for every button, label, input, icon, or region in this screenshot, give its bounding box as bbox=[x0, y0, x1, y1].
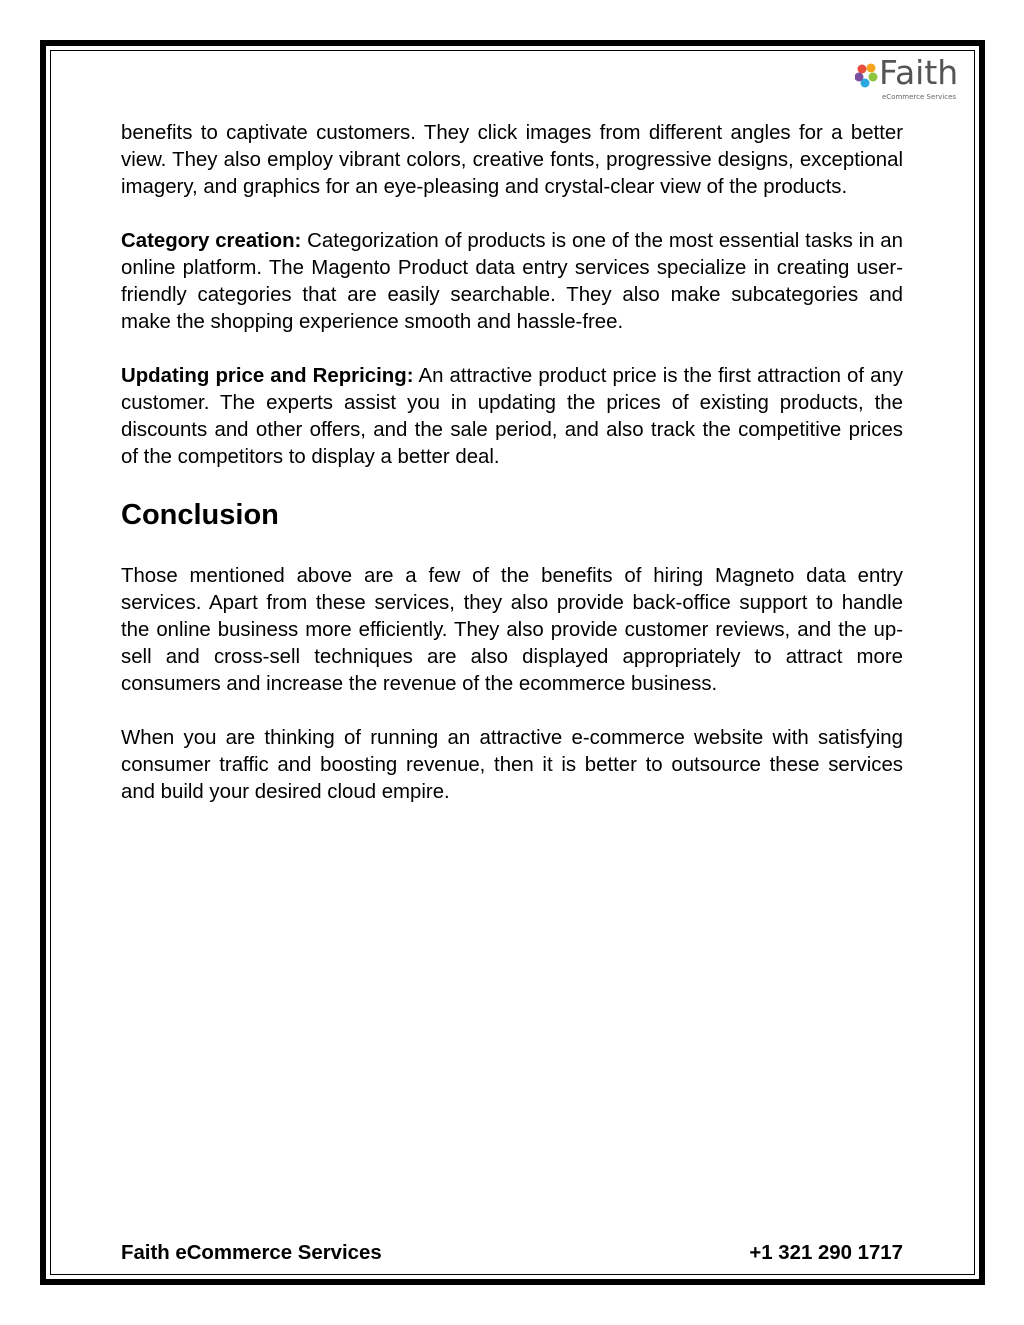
footer-phone: +1 321 290 1717 bbox=[749, 1242, 903, 1264]
category-creation-text: Categorization of products is one of the most essential tasks in an online platform. The Magento Product data entry services specialize in creating user-friendly categories that are easily searchable. They also make subcategories and make the shopping experience smooth and hassle-free. bbox=[121, 230, 903, 333]
company-logo bbox=[855, 53, 967, 104]
paragraph-repricing bbox=[121, 363, 903, 471]
document-body bbox=[121, 120, 903, 806]
paragraph-benefits: benefits to captivate customers. They click images from different angles for a better view. They also employ vibrant colors, creative fonts, progressive designs, exceptional imagery, and graphics for an eye-pleasing and crystal-clear view of the products. bbox=[121, 122, 903, 198]
category-creation-label: Category creation: bbox=[121, 230, 302, 252]
flower-petals-icon bbox=[855, 62, 879, 90]
conclusion-heading: Conclusion bbox=[121, 499, 279, 531]
repricing-label: Updating price and Repricing: bbox=[121, 365, 414, 387]
logo-tagline: eCommerce Services bbox=[882, 93, 957, 101]
repricing-text: An attractive product price is the first attraction of any customer. The experts assist you in updating the prices of existing products, the discounts and other offers, and the sale period, and also track the competitive prices of the competitors to display a better deal. bbox=[121, 365, 904, 468]
logo-name: Faith bbox=[879, 53, 959, 92]
paragraph-category-creation bbox=[121, 228, 903, 336]
paragraph-conclusion: Those mentioned above are a few of the benefits of hiring Magneto data entry services. Apart from these services, they also provide back-office support to handle the online business more efficiently. They also provide customer reviews, and the up-sell and cross-sell techniques are also displayed appropriately to attract more consumers and increase the revenue of the ecommerce business. bbox=[121, 565, 903, 695]
paragraph-outsource: When you are thinking of running an attractive e-commerce website with satisfying consumer traffic and boosting revenue, then it is better to outsource these services and build your desired cloud empire. bbox=[121, 727, 903, 803]
footer-company: Faith eCommerce Services bbox=[121, 1242, 382, 1264]
